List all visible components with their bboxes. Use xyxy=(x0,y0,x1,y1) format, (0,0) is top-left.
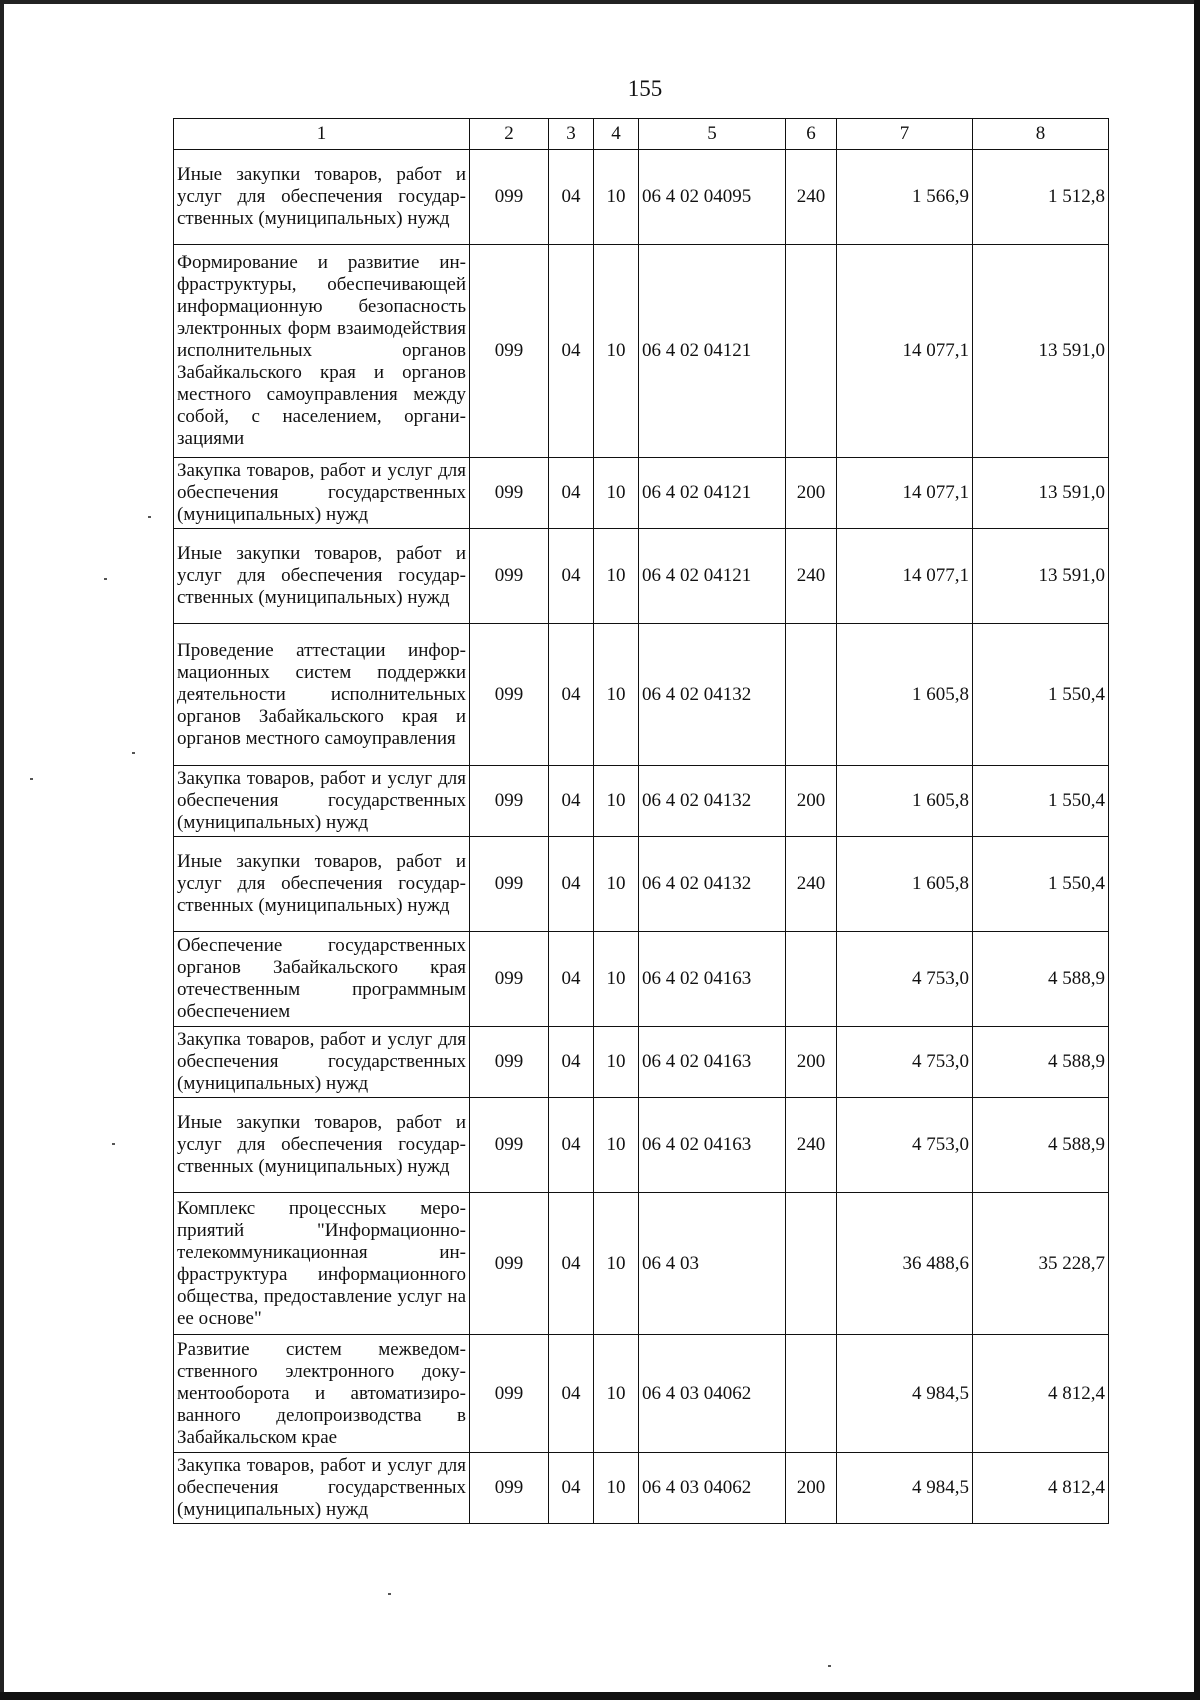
cell-target-code: 06 4 02 04121 xyxy=(639,458,786,529)
table-row xyxy=(174,1453,1109,1524)
cell-target-code: 06 4 02 04132 xyxy=(639,837,786,932)
table-row xyxy=(174,529,1109,624)
cell-subsection: 10 xyxy=(594,150,639,245)
cell-section: 04 xyxy=(549,245,594,458)
cell-expense-type: 200 xyxy=(786,1453,837,1524)
cell-amount-8: 13 591,0 xyxy=(973,458,1109,529)
cell-amount-7: 1 566,9 xyxy=(837,150,973,245)
cell-expense-type: 200 xyxy=(786,458,837,529)
cell-ministry: 099 xyxy=(470,1193,549,1335)
scan-speck xyxy=(132,752,135,754)
cell-target-code: 06 4 03 04062 xyxy=(639,1453,786,1524)
column-header: 6 xyxy=(786,119,837,150)
column-header: 3 xyxy=(549,119,594,150)
cell-expense-type: 240 xyxy=(786,1098,837,1193)
table-row xyxy=(174,1335,1109,1453)
cell-expense-type xyxy=(786,624,837,766)
column-header: 1 xyxy=(174,119,470,150)
row-name: Формирование и развитие инфраструктуры, обеспечивающей информационную безопасность электронных форм взаимодействия исполнительных органов Забайкальского края и органов местного самоуправления между собой, с населением, организациями xyxy=(174,245,470,458)
cell-section: 04 xyxy=(549,1098,594,1193)
column-header: 2 xyxy=(470,119,549,150)
row-name: Иные закупки товаров, работ и услуг для обеспечения государственных (муниципальных) нужд xyxy=(174,1098,470,1193)
cell-target-code: 06 4 02 04121 xyxy=(639,245,786,458)
page-number: 155 xyxy=(627,76,663,101)
cell-expense-type: 200 xyxy=(786,766,837,837)
table-row xyxy=(174,624,1109,766)
cell-expense-type xyxy=(786,1335,837,1453)
cell-section: 04 xyxy=(549,932,594,1027)
cell-amount-7: 4 753,0 xyxy=(837,932,973,1027)
table-row xyxy=(174,932,1109,1027)
cell-target-code: 06 4 03 xyxy=(639,1193,786,1335)
cell-subsection: 10 xyxy=(594,932,639,1027)
row-name: Закупка товаров, работ и услуг для обеспечения государственных (муниципальных) нужд xyxy=(174,1027,470,1098)
cell-expense-type: 240 xyxy=(786,529,837,624)
table-row xyxy=(174,1027,1109,1098)
cell-target-code: 06 4 02 04163 xyxy=(639,932,786,1027)
scan-speck xyxy=(104,578,107,580)
cell-amount-8: 13 591,0 xyxy=(973,529,1109,624)
row-name: Развитие систем межведомственного электронного документооборота и автоматизированного делопроизводства в Забайкальском крае xyxy=(174,1335,470,1453)
cell-subsection: 10 xyxy=(594,1453,639,1524)
scan-speck xyxy=(30,778,33,780)
cell-subsection: 10 xyxy=(594,245,639,458)
budget-table xyxy=(173,118,1109,1524)
cell-target-code: 06 4 02 04121 xyxy=(639,529,786,624)
row-name: Закупка товаров, работ и услуг для обеспечения государственных (муниципальных) нужд xyxy=(174,1453,470,1524)
cell-ministry: 099 xyxy=(470,150,549,245)
table-row xyxy=(174,1098,1109,1193)
table-row xyxy=(174,458,1109,529)
scan-speck xyxy=(148,516,151,518)
scan-speck xyxy=(388,1593,391,1595)
table-header-row xyxy=(174,119,1109,150)
scan-border-left xyxy=(0,0,4,1700)
cell-section: 04 xyxy=(549,1027,594,1098)
cell-ministry: 099 xyxy=(470,1335,549,1453)
cell-subsection: 10 xyxy=(594,1027,639,1098)
cell-subsection: 10 xyxy=(594,624,639,766)
row-name: Иные закупки товаров, работ и услуг для обеспечения государственных (муниципальных) нужд xyxy=(174,837,470,932)
cell-expense-type xyxy=(786,1193,837,1335)
cell-target-code: 06 4 02 04163 xyxy=(639,1098,786,1193)
column-header: 7 xyxy=(837,119,973,150)
row-name: Комплекс процессных мероприятий "Информационно-телекоммуникационная инфраструктура информационного общества, предоставление услуг на ее основе" xyxy=(174,1193,470,1335)
cell-amount-7: 14 077,1 xyxy=(837,529,973,624)
table-row xyxy=(174,837,1109,932)
cell-amount-8: 1 550,4 xyxy=(973,766,1109,837)
scan-border-right xyxy=(1194,0,1200,1700)
cell-section: 04 xyxy=(549,766,594,837)
cell-amount-7: 4 753,0 xyxy=(837,1027,973,1098)
cell-subsection: 10 xyxy=(594,529,639,624)
cell-amount-7: 14 077,1 xyxy=(837,458,973,529)
table-row xyxy=(174,766,1109,837)
cell-section: 04 xyxy=(549,837,594,932)
cell-amount-7: 1 605,8 xyxy=(837,624,973,766)
cell-ministry: 099 xyxy=(470,624,549,766)
cell-section: 04 xyxy=(549,1335,594,1453)
cell-amount-7: 36 488,6 xyxy=(837,1193,973,1335)
table-row xyxy=(174,150,1109,245)
scan-border-bottom xyxy=(0,1692,1200,1700)
cell-amount-8: 35 228,7 xyxy=(973,1193,1109,1335)
cell-expense-type: 200 xyxy=(786,1027,837,1098)
cell-amount-8: 1 550,4 xyxy=(973,837,1109,932)
cell-ministry: 099 xyxy=(470,766,549,837)
cell-ministry: 099 xyxy=(470,837,549,932)
row-name: Закупка товаров, работ и услуг для обеспечения государственных (муниципальных) нужд xyxy=(174,458,470,529)
row-name: Иные закупки товаров, работ и услуг для обеспечения государственных (муниципальных) нужд xyxy=(174,150,470,245)
cell-target-code: 06 4 03 04062 xyxy=(639,1335,786,1453)
cell-amount-8: 13 591,0 xyxy=(973,245,1109,458)
cell-section: 04 xyxy=(549,624,594,766)
cell-target-code: 06 4 02 04132 xyxy=(639,766,786,837)
row-name: Иные закупки товаров, работ и услуг для обеспечения государственных (муниципальных) нужд xyxy=(174,529,470,624)
cell-target-code: 06 4 02 04095 xyxy=(639,150,786,245)
table-row xyxy=(174,245,1109,458)
cell-amount-7: 1 605,8 xyxy=(837,837,973,932)
cell-amount-7: 4 984,5 xyxy=(837,1335,973,1453)
cell-ministry: 099 xyxy=(470,932,549,1027)
scan-border-top xyxy=(0,0,1200,4)
cell-subsection: 10 xyxy=(594,837,639,932)
cell-amount-8: 4 588,9 xyxy=(973,932,1109,1027)
cell-subsection: 10 xyxy=(594,1098,639,1193)
cell-ministry: 099 xyxy=(470,1027,549,1098)
cell-subsection: 10 xyxy=(594,1193,639,1335)
cell-amount-7: 1 605,8 xyxy=(837,766,973,837)
scan-speck xyxy=(828,1665,831,1667)
cell-subsection: 10 xyxy=(594,766,639,837)
cell-ministry: 099 xyxy=(470,529,549,624)
cell-amount-8: 1 512,8 xyxy=(973,150,1109,245)
row-name: Обеспечение государственных органов Забайкальского края отечественным программным обеспечением xyxy=(174,932,470,1027)
cell-subsection: 10 xyxy=(594,458,639,529)
cell-ministry: 099 xyxy=(470,1098,549,1193)
row-name: Проведение аттестации информационных систем поддержки деятельности исполнительных органов Забайкальского края и органов местного самоуправления xyxy=(174,624,470,766)
cell-expense-type xyxy=(786,245,837,458)
cell-subsection: 10 xyxy=(594,1335,639,1453)
cell-target-code: 06 4 02 04163 xyxy=(639,1027,786,1098)
column-header: 8 xyxy=(973,119,1109,150)
cell-amount-8: 4 588,9 xyxy=(973,1027,1109,1098)
cell-amount-8: 4 588,9 xyxy=(973,1098,1109,1193)
cell-amount-8: 4 812,4 xyxy=(973,1453,1109,1524)
cell-amount-7: 14 077,1 xyxy=(837,245,973,458)
cell-expense-type: 240 xyxy=(786,837,837,932)
scan-speck xyxy=(112,1143,115,1145)
cell-amount-8: 4 812,4 xyxy=(973,1335,1109,1453)
cell-section: 04 xyxy=(549,529,594,624)
table-row xyxy=(174,1193,1109,1335)
cell-expense-type xyxy=(786,932,837,1027)
row-name: Закупка товаров, работ и услуг для обеспечения государственных (муниципальных) нужд xyxy=(174,766,470,837)
cell-amount-7: 4 984,5 xyxy=(837,1453,973,1524)
column-header: 4 xyxy=(594,119,639,150)
cell-section: 04 xyxy=(549,1453,594,1524)
cell-section: 04 xyxy=(549,458,594,529)
cell-section: 04 xyxy=(549,1193,594,1335)
cell-amount-8: 1 550,4 xyxy=(973,624,1109,766)
cell-target-code: 06 4 02 04132 xyxy=(639,624,786,766)
cell-expense-type: 240 xyxy=(786,150,837,245)
cell-ministry: 099 xyxy=(470,458,549,529)
cell-ministry: 099 xyxy=(470,245,549,458)
cell-amount-7: 4 753,0 xyxy=(837,1098,973,1193)
column-header: 5 xyxy=(639,119,786,150)
cell-section: 04 xyxy=(549,150,594,245)
cell-ministry: 099 xyxy=(470,1453,549,1524)
